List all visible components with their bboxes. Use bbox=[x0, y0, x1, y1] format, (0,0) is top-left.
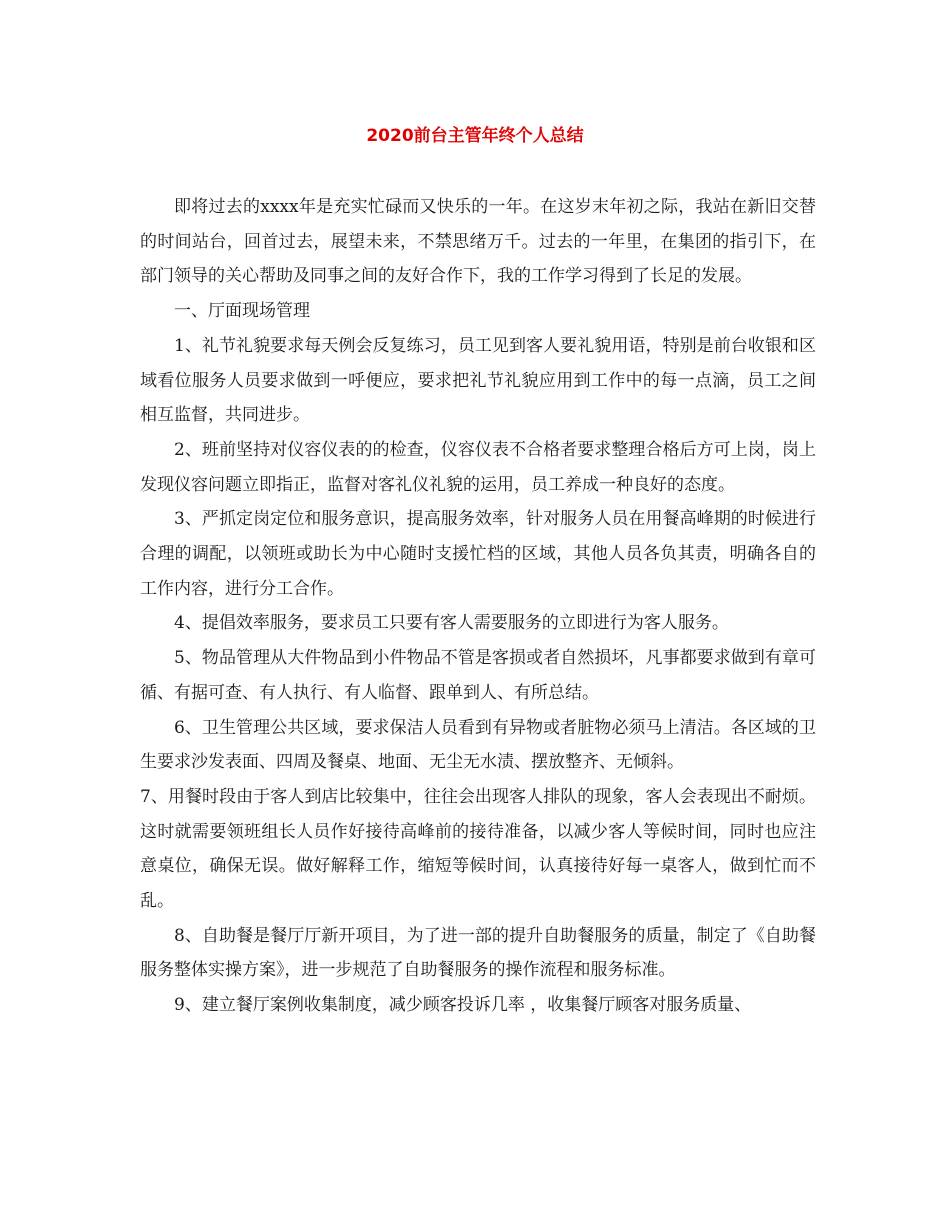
intro-paragraph: 即将过去的xxxx年是充实忙碌而又快乐的一年。在这岁末年初之际，我站在新旧交替的时间站台，回首过去，展望未来，不禁思绪万千。过去的一年里，在集团的指引下，在部门领导的关心帮助及同事之间的友好合作下，我的工作学习得到了长足的发展。 bbox=[140, 197, 816, 287]
item-paragraph: 4、提倡效率服务，要求员工只要有客人需要服务的立即进行为客人服务。 bbox=[174, 613, 729, 634]
item-paragraph: 3、严抓定岗定位和服务意识，提高服务效率，针对服务人员在用餐高峰期的时候进行合理的调配，以领班或助长为中心随时支援忙档的区域，其他人员各负其责，明确各自的工作内容，进行分工合作。 bbox=[140, 509, 816, 599]
item-paragraph: 8、自助餐是餐厅厅新开项目，为了进一部的提升自助餐服务的质量，制定了《自助餐服务整体实操方案》，进一步规范了自助餐服务的操作流程和服务标准。 bbox=[140, 925, 816, 981]
document-title: 2020前台主管年终个人总结 bbox=[366, 126, 584, 146]
item-paragraph: 9、建立餐厅案例收集制度，减少顾客投诉几率 ，收集餐厅顾客对服务质量、 bbox=[174, 995, 752, 1016]
item-paragraph: 2、班前坚持对仪容仪表的的检查，仪容仪表不合格者要求整理合格后方可上岗，岗上发现仪容问题立即指正，监督对客礼仪礼貌的运用，员工养成一种良好的态度。 bbox=[140, 439, 816, 495]
item-paragraph: 7、用餐时段由于客人到店比较集中，往往会出现客人排队的现象，客人会表现出不耐烦。这时就需要领班组长人员作好接待高峰前的接待准备，以减少客人等候时间，同时也应注意桌位，确保无误。做好解释工作，缩短等候时间，认真接待好每一桌客人，做到忙而不乱。 bbox=[140, 786, 816, 912]
section-heading: 一、厅面现场管理 bbox=[174, 301, 310, 322]
item-paragraph: 5、物品管理从大件物品到小件物品不管是客损或者自然损坏，凡事都要求做到有章可循、有据可查、有人执行、有人临督、跟单到人、有所总结。 bbox=[140, 648, 816, 703]
item-paragraph: 6、卫生管理公共区域，要求保洁人员看到有异物或者脏物必须马上清洁。各区域的卫生要求沙发表面、四周及餐桌、地面、无尘无水渍、摆放整齐、无倾斜。 bbox=[140, 717, 816, 773]
document-body bbox=[140, 190, 816, 1023]
item-paragraph: 1、礼节礼貌要求每天例会反复练习，员工见到客人要礼貌用语，特别是前台收银和区域看位服务人员要求做到一呼便应，要求把礼节礼貌应用到工作中的每一点滴，员工之间相互监督，共同进步。 bbox=[140, 335, 816, 426]
